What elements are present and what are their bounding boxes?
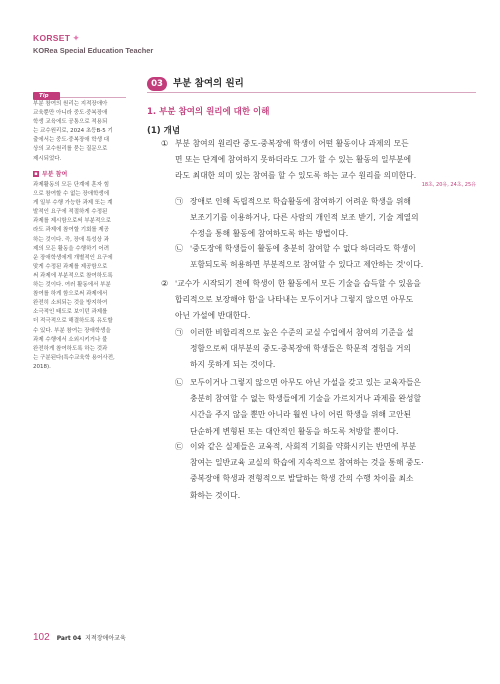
subitem-marker: ㉡: [175, 378, 183, 387]
section-divider: [147, 92, 476, 93]
tip-divider: [60, 97, 126, 98]
item1-sub-a-text: 장애로 인해 독립적으로 학습활동에 참여하기 어려운 학생을 위해 보조기기를 이용하거나, 다른 사람의 개인적 보조 받기, 기술 계열의 수정을 통해 활동에 참여하도록 하는 방법이다.: [190, 197, 419, 239]
page-footer: [33, 632, 126, 643]
item-marker: ①: [161, 139, 169, 148]
section-number-badge: 03: [147, 77, 167, 91]
item-marker: ②: [161, 279, 169, 288]
tip-text: 부분 참여의 원리는 지적장애아 교육뿐만 아니라 중도·중복장애 학생 교육에도 공통으로 적용되 는 교수원리로, 2024 초등B-5 기 출에서는 중도·중복장애 학생 대 상의 교수원리를 묻는 질문으로 제시되었다.: [33, 101, 113, 162]
item1-sub-b-text: '중도장애 학생들이 활동에 충분히 참여할 수 없다 하더라도 학생이 포함되도록 허용하면 부분적으로 참여할 수 있다고 제안하는 것'이다.: [190, 244, 424, 270]
item2-text: '교수가 시작되기 전에 학생이 한 활동에서 모든 기술을 습득할 수 있음을 합리적으로 보장해야 함'을 나타내는 모두이거나 그렇지 않으면 아무도 아닌 가설에 반대한다.: [175, 279, 421, 321]
tip-badge: Tip: [33, 92, 60, 100]
subitem-marker: ㉠: [175, 328, 183, 337]
logo: KORSET ✦: [33, 33, 80, 44]
sidebar-definition: 과제활동의 모든 단계에 혼자 힘 으로 참여할 수 없는 장애학생에 게 일부 수행 가능한 과제 또는 계 발적인 요구에 적절하게 수정된 과제를 제시함으로써 부분적으로 라도 과제에 참여할 기회를 제공 하는 것이다. 즉, 장애 특성상 과 제의 모든 활동을 수행하기 어려 운 장애학생에게 개별적인 요구에 맞게 수정된 과제를 제공함으로 써 과제에 부분적으로 참여하도록 하는 것이다. 여러 활동에서 부분 참여를 하게 함으로써 과제에서 완전히 소외되는 것을 방지하여 소극적인 태도로 보이던 과제를 더 적극적으로 해결하도록 유도할 수 있다. 부분 참여는 장애학생을 과제 수행에서 소외시키거나 불 완전하게 참여하도록 하는 것과 는 구분된다(특수교육학 용어사전, 2018).: [33, 182, 115, 370]
exam-citation: 18초, 20유, 24초, 25유: [421, 182, 476, 188]
header-subtitle: KORea Special Education Teacher: [33, 46, 154, 55]
subitem-marker: ㉠: [175, 197, 183, 206]
page-header: [33, 26, 153, 55]
part-label: Part 04 지적장애아교육: [56, 635, 126, 642]
subitem-marker: ㉢: [175, 442, 183, 451]
item2-sub-a-text: 이러한 비합리적으로 높은 수준의 교실 수업에서 참여의 기준을 설 정함으로써 대부분의 중도·중복장애 학생들은 학문적 경험을 거의 하지 못하게 되는 것이다.: [190, 328, 414, 370]
section-title: 부분 참여의 원리: [173, 78, 244, 89]
sidebar-heading: ▪ 부분 참여: [34, 170, 68, 178]
concept-heading: (1) 개념: [147, 126, 181, 136]
item2-sub-c-text: 이와 같은 실제들은 교육적, 사회적 기회를 약화시키는 반면에 부분 참여는 일반교육 교실의 학습에 지속적으로 참여하는 것을 통해 중도· 중복장애 학생과 전형적으로 발달하는 학생 간의 수행 차이를 최소 화하는 것이다.: [190, 442, 424, 500]
subitem-marker: ㉡: [175, 244, 183, 253]
item1-text: 부분 참여의 원리란 중도·중복장애 학생이 어떤 활동이나 과제의 모든 면 또는 단계에 참여하지 못하더라도 그가 할 수 있는 활동의 일부분에 라도 최대한 의미 있는 참여를 할 수 있도록 하는 교수 원리를 의미한다.: [175, 139, 417, 181]
subsection-title: 1. 부분 참여의 원리에 대한 이해: [147, 107, 270, 117]
bookmark-icon: ▪: [34, 170, 38, 177]
page-number: 102: [33, 632, 50, 643]
sparkle-icon: ✦: [72, 34, 80, 44]
item2-sub-b-text: 모두이거나 그렇지 않으면 아무도 아닌 가설을 갖고 있는 교육자들은 충분히 참여할 수 없는 학생들에게 기술을 가르치거나 과제를 완성할 시간을 주지 않을 뿐만 아니라 훨씬 나이 어린 학생을 위해 고안된 단순하게 변형된 또는 대안적인 활동을 하도록 처방할 뿐이다.: [190, 378, 422, 436]
